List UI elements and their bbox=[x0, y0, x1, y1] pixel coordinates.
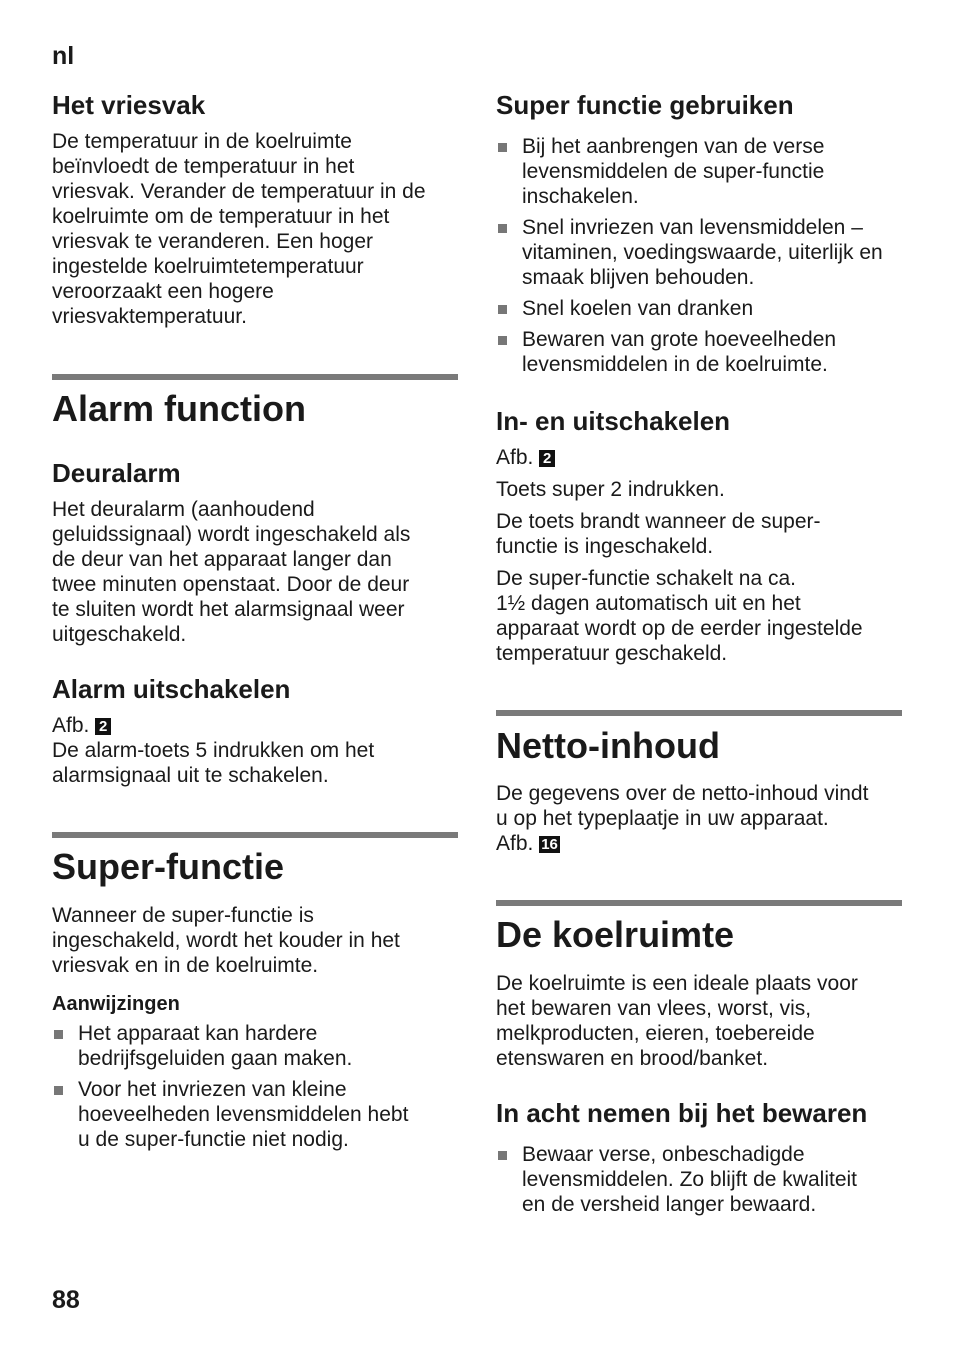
heading-alarm-uitschakelen: Alarm uitschakelen bbox=[52, 674, 291, 704]
section-divider-super bbox=[52, 832, 458, 838]
text-line: alarmsignaal uit te schakelen. bbox=[52, 764, 329, 787]
figure-ref-badge: 16 bbox=[541, 836, 558, 853]
text-line: koelruimte om de temperatuur in het bbox=[52, 205, 390, 228]
heading-super-functie: Super-functie bbox=[52, 846, 285, 887]
section-divider-netto bbox=[496, 710, 902, 716]
heading-alarm-function: Alarm function bbox=[52, 388, 307, 429]
text-line: vriesvaktemperatuur. bbox=[52, 305, 247, 328]
text-line: De koelruimte is een ideale plaats voor bbox=[496, 972, 858, 995]
list-item bbox=[52, 1077, 460, 1152]
section-divider-koelruimte bbox=[496, 900, 902, 906]
text-line: beïnvloedt de temperatuur in het bbox=[52, 155, 355, 178]
bullet-square-icon bbox=[498, 1151, 507, 1160]
text-line: De temperatuur in de koelruimte bbox=[52, 130, 352, 153]
list-item-line: Het apparaat kan hardere bbox=[78, 1022, 318, 1045]
heading-in-en-uitschakelen: In- en uitschakelen bbox=[496, 406, 731, 436]
afb-label: Afb. bbox=[52, 714, 90, 737]
netto-afb-ref bbox=[496, 831, 904, 856]
text-line: De gegevens over de netto-inhoud vindt bbox=[496, 782, 869, 805]
text-line: te sluiten wordt het alarmsignaal weer bbox=[52, 598, 405, 621]
text-line: twee minuten openstaat. Door de deur bbox=[52, 573, 410, 596]
text-line: apparaat wordt op de eerder ingestelde bbox=[496, 617, 863, 640]
list-item bbox=[496, 1142, 904, 1217]
inuit-afb-ref bbox=[496, 445, 904, 470]
inuit-paragraph-2 bbox=[496, 509, 904, 559]
text-line: temperatuur geschakeld. bbox=[496, 642, 728, 665]
list-item bbox=[496, 134, 904, 209]
list-item-line: Bewaren van grote hoeveelheden bbox=[522, 328, 837, 351]
list-item-line: smaak blijven behouden. bbox=[522, 266, 755, 289]
heading-aanwijzingen: Aanwijzingen bbox=[52, 993, 180, 1015]
list-item-line: vitaminen, voedingswaarde, uiterlijk en bbox=[522, 241, 883, 264]
heading-super-functie-gebruiken: Super functie gebruiken bbox=[496, 90, 794, 120]
bewaren-list bbox=[496, 1142, 904, 1223]
text-line: functie is ingeschakeld. bbox=[496, 535, 714, 558]
text-line: vriesvak te veranderen. Een hoger bbox=[52, 230, 374, 253]
heading-het-vriesvak: Het vriesvak bbox=[52, 90, 206, 120]
netto-paragraph bbox=[496, 781, 904, 831]
text-line: de deur van het apparaat langer dan bbox=[52, 548, 392, 571]
afb-label: Afb. bbox=[496, 446, 534, 469]
list-item bbox=[496, 215, 904, 290]
text-line: etenswaren en brood/banket. bbox=[496, 1047, 769, 1070]
text-line: De super-functie schakelt na ca. bbox=[496, 567, 796, 590]
koelruimte-paragraph bbox=[496, 971, 904, 1071]
list-item-line: inschakelen. bbox=[522, 185, 639, 208]
text-line: vriesvak. Verander de temperatuur in de bbox=[52, 180, 426, 203]
list-item-line: Snel koelen van dranken bbox=[522, 297, 754, 320]
list-item-line: Bij het aanbrengen van de verse bbox=[522, 135, 825, 158]
section-divider-alarm bbox=[52, 374, 458, 380]
text-line: De alarm-toets 5 indrukken om het bbox=[52, 739, 375, 762]
text-line: geluidssignaal) wordt ingeschakeld als bbox=[52, 523, 411, 546]
bullet-square-icon bbox=[54, 1030, 63, 1039]
language-label: nl bbox=[52, 42, 75, 70]
list-item bbox=[496, 327, 904, 377]
page-number: 88 bbox=[52, 1286, 80, 1314]
list-item bbox=[52, 1021, 460, 1071]
text-line: het bewaren van vlees, worst, vis, bbox=[496, 997, 812, 1020]
list-item-line: Voor het invriezen van kleine bbox=[78, 1078, 347, 1101]
figure-ref-badge: 2 bbox=[539, 450, 555, 467]
list-item-line: levensmiddelen in de koelruimte. bbox=[522, 353, 828, 376]
list-item-line: levensmiddelen. Zo blijft de kwaliteit bbox=[522, 1168, 857, 1191]
text-line: Toets super 2 indrukken. bbox=[496, 478, 725, 501]
bullet-square-icon bbox=[498, 336, 507, 345]
text-line: ingeschakeld, wordt het kouder in het bbox=[52, 929, 400, 952]
super-gebruiken-list bbox=[496, 134, 904, 383]
heading-netto-inhoud: Netto-inhoud bbox=[496, 725, 720, 766]
inuit-paragraph-3 bbox=[496, 566, 904, 666]
heading-in-acht-nemen: In acht nemen bij het bewaren bbox=[496, 1098, 868, 1128]
deuralarm-paragraph bbox=[52, 497, 460, 647]
inuit-paragraph-1 bbox=[496, 477, 904, 502]
bullet-square-icon bbox=[54, 1086, 63, 1095]
text-line: veroorzaakt een hogere bbox=[52, 280, 274, 303]
text-line: De toets brandt wanneer de super- bbox=[496, 510, 821, 533]
text-line: ingestelde koelruimtetemperatuur bbox=[52, 255, 364, 278]
list-item-line: Snel invriezen van levensmiddelen – bbox=[522, 216, 863, 239]
alarm-uitschakelen-paragraph bbox=[52, 738, 460, 788]
text-line: uitgeschakeld. bbox=[52, 623, 187, 646]
text-line: melkproducten, eieren, toebereide bbox=[496, 1022, 815, 1045]
afb-label: Afb. bbox=[496, 832, 534, 855]
heading-deuralarm: Deuralarm bbox=[52, 458, 181, 488]
heading-de-koelruimte: De koelruimte bbox=[496, 914, 735, 955]
list-item bbox=[496, 296, 904, 321]
figure-ref-badge: 2 bbox=[95, 718, 111, 735]
super-functie-paragraph bbox=[52, 903, 460, 978]
text-line: vriesvak en in de koelruimte. bbox=[52, 954, 319, 977]
aanwijzingen-list bbox=[52, 1021, 460, 1158]
list-item-line: u de super-functie niet nodig. bbox=[78, 1128, 349, 1151]
vriesvak-paragraph bbox=[52, 129, 460, 329]
list-item-line: bedrijfsgeluiden gaan maken. bbox=[78, 1047, 353, 1070]
list-item-line: en de versheid langer bewaard. bbox=[522, 1193, 817, 1216]
text-line: Het deuralarm (aanhoudend bbox=[52, 498, 315, 521]
text-line: 1½ dagen automatisch uit en het bbox=[496, 592, 801, 615]
bullet-square-icon bbox=[498, 224, 507, 233]
list-item-line: hoeveelheden levensmiddelen hebt bbox=[78, 1103, 409, 1126]
bullet-square-icon bbox=[498, 305, 507, 314]
list-item-line: Bewaar verse, onbeschadigde bbox=[522, 1143, 805, 1166]
alarm-afb-ref bbox=[52, 713, 460, 738]
text-line: u op het typeplaatje in uw apparaat. bbox=[496, 807, 829, 830]
list-item-line: levensmiddelen de super-functie bbox=[522, 160, 825, 183]
text-line: Wanneer de super-functie is bbox=[52, 904, 314, 927]
bullet-square-icon bbox=[498, 143, 507, 152]
